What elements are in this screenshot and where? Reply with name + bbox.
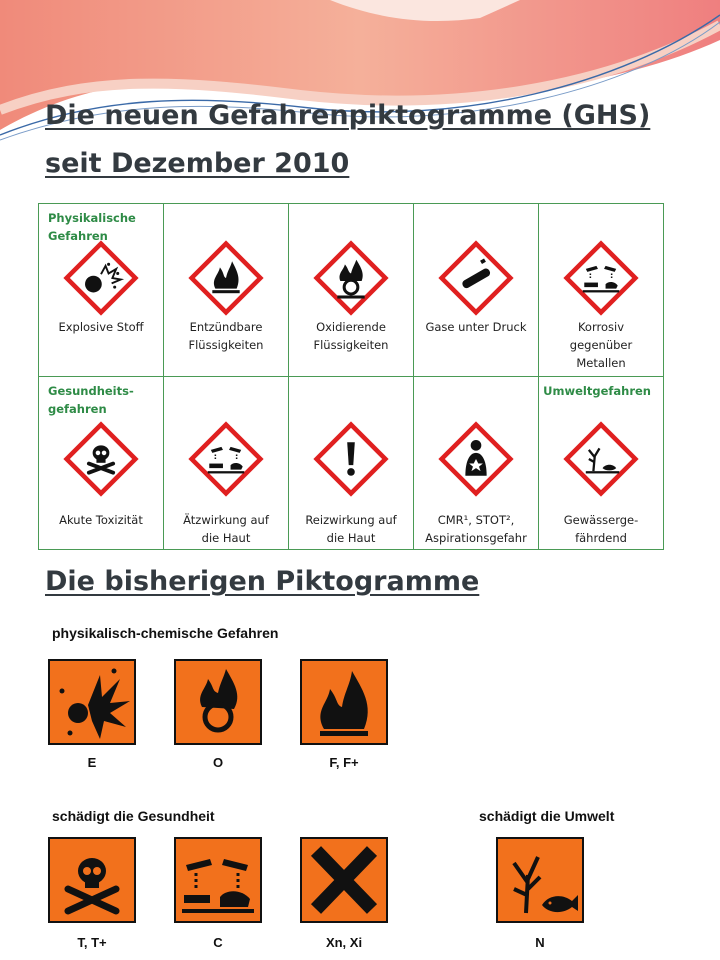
flame-icon <box>302 661 386 743</box>
caption-environment: Gewässerge- fährdend <box>563 513 639 545</box>
caption-corrosive-metal: Korrosiv gegenüber Metallen <box>569 320 633 370</box>
ghs-cell-flammable <box>164 204 289 377</box>
old-box-corrosive <box>174 837 262 923</box>
ghs-cell-corrosive-metal <box>539 204 664 377</box>
exclamation-mark-icon <box>313 421 389 497</box>
old-label-e: E <box>87 755 97 770</box>
caption-explosive: Explosive Stoff <box>58 320 144 334</box>
old-label-f: F, F+ <box>329 755 359 770</box>
saltire-cross-icon <box>302 839 386 921</box>
old-label-t: T, T+ <box>77 935 107 950</box>
ghs-cell-irritant <box>289 377 414 550</box>
environment-icon <box>563 421 639 497</box>
corrosion-icon <box>563 240 639 316</box>
ghs-cell-oxidizing <box>289 204 414 377</box>
old-box-toxic <box>48 837 136 923</box>
ghs-cell-health-hazard <box>414 377 539 550</box>
old-label-o: O <box>212 755 224 770</box>
old-box-flammable <box>300 659 388 745</box>
category-health-hazards: Gesundheits- gefahren <box>48 384 134 416</box>
old-label-xn: Xn, Xi <box>325 935 363 950</box>
dead-tree-fish-icon <box>498 839 582 921</box>
heading-environment: schädigt die Umwelt <box>479 808 615 824</box>
ghs-cell-environment <box>539 377 664 550</box>
flame-icon <box>188 240 264 316</box>
ghs-cell-skin-corrosion <box>164 377 289 550</box>
corrosion-icon <box>188 421 264 497</box>
ghs-title-line1: Die neuen Gefahrenpiktogramme (GHS) <box>45 100 651 131</box>
ghs-title-line2: seit Dezember 2010 <box>45 148 350 179</box>
health-hazard-icon <box>438 421 514 497</box>
caption-flammable: Entzündbare Flüssigkeiten <box>188 320 264 352</box>
caption-toxic: Akute Toxizität <box>59 513 143 527</box>
flame-over-circle-icon <box>176 661 260 743</box>
ghs-pictogram-table <box>38 203 664 550</box>
caption-oxidizing: Oxidierende Flüssigkeiten <box>313 320 389 352</box>
old-pictograms-panel <box>38 615 664 960</box>
old-label-c: C <box>213 935 223 950</box>
old-box-environment <box>496 837 584 923</box>
caption-skin-corrosion: Ätzwirkung auf die Haut <box>183 513 269 545</box>
heading-health: schädigt die Gesundheit <box>52 808 215 824</box>
caption-gas: Gase unter Druck <box>425 320 527 334</box>
old-box-explosive <box>48 659 136 745</box>
corrosion-icon <box>176 839 260 921</box>
caption-health-hazard: CMR¹, STOT², Aspirationsgefahr <box>425 513 527 545</box>
ghs-cell-gas <box>414 204 539 377</box>
old-pictograms-title: Die bisherigen Piktogramme <box>45 566 480 597</box>
old-box-harmful <box>300 837 388 923</box>
category-environment-hazards: Umweltgefahren <box>543 384 651 398</box>
explosion-icon <box>50 661 134 743</box>
old-box-oxidizing <box>174 659 262 745</box>
old-label-n: N <box>535 935 545 950</box>
caption-irritant: Reizwirkung auf die Haut <box>305 513 397 545</box>
skull-crossbones-icon <box>50 839 134 921</box>
exploding-bomb-icon <box>63 240 139 316</box>
heading-physical-chemical: physikalisch-chemische Gefahren <box>52 625 279 641</box>
ghs-cell-toxic <box>39 377 164 550</box>
ghs-cell-explosive <box>39 204 164 377</box>
flame-over-circle-icon <box>313 240 389 316</box>
skull-crossbones-icon <box>63 421 139 497</box>
ghs-title <box>45 92 650 188</box>
gas-cylinder-icon <box>438 240 514 316</box>
category-physical-hazards: Physikalische Gefahren <box>48 211 136 243</box>
